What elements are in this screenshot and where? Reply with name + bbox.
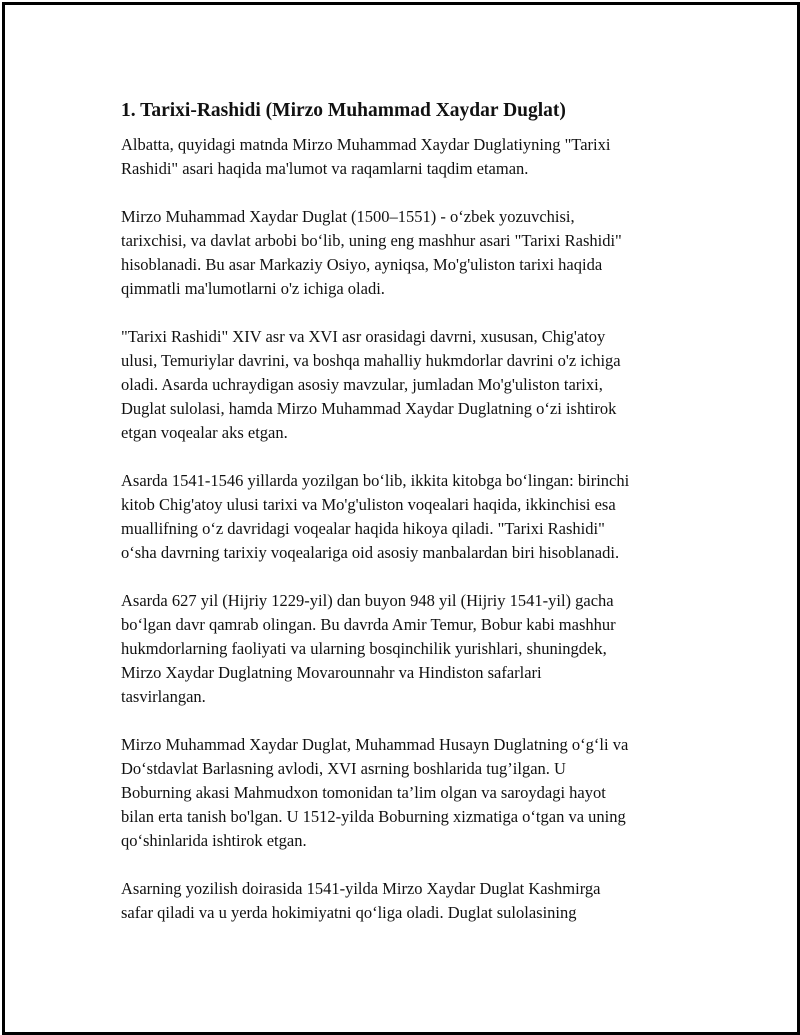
text-line: bo‘lgan davr qamrab olingan. Bu davrda Amir Temur, Bobur kabi mashhur bbox=[121, 615, 616, 634]
text-line: qo‘shinlarida ishtirok etgan. bbox=[121, 831, 307, 850]
text-line: Mirzo Xaydar Duglatning Movarounnahr va Hindiston safarlari bbox=[121, 663, 542, 682]
text-line: Rashidi" asari haqida ma'lumot va raqamlarni taqdim etaman. bbox=[121, 159, 529, 178]
paragraph-intro bbox=[121, 133, 701, 181]
text-line: tasvirlangan. bbox=[121, 687, 206, 706]
text-line: Mirzo Muhammad Xaydar Duglat (1500–1551) - o‘zbek yozuvchisi, bbox=[121, 207, 575, 226]
paragraph-author bbox=[121, 205, 701, 301]
text-line: ulusi, Temuriylar davrini, va boshqa mahalliy hukmdorlar davrini o'z ichiga bbox=[121, 351, 621, 370]
text-line: Mirzo Muhammad Xaydar Duglat, Muhammad Husayn Duglatning o‘g‘li va bbox=[121, 735, 629, 754]
paragraph-scope bbox=[121, 325, 701, 445]
text-line: bilan erta tanish bo'lgan. U 1512-yilda Boburning xizmatiga o‘tgan va uning bbox=[121, 807, 626, 826]
text-line: kitob Chig'atoy ulusi tarixi va Mo'g'uliston voqealari haqida, ikkinchisi esa bbox=[121, 495, 616, 514]
text-line: Albatta, quyidagi matnda Mirzo Muhammad Xaydar Duglatiyning "Tarixi bbox=[121, 135, 611, 154]
paragraph-period bbox=[121, 589, 701, 709]
text-line: Asarda 1541-1546 yillarda yozilgan bo‘lib, ikkita kitobga bo‘lingan: birinchi bbox=[121, 471, 630, 490]
text-line: hisoblanadi. Bu asar Markaziy Osiyo, ayniqsa, Mo'g'uliston tarixi haqida bbox=[121, 255, 603, 274]
text-line: Asarda 627 yil (Hijriy 1229-yil) dan buyon 948 yil (Hijriy 1541-yil) gacha bbox=[121, 591, 614, 610]
text-line: Do‘stdavlat Barlasning avlodi, XVI asrning boshlarida tug’ilgan. U bbox=[121, 759, 566, 778]
paragraph-kashmir bbox=[121, 877, 701, 925]
text-line: safar qiladi va u yerda hokimiyatni qo‘liga oladi. Duglat sulolasining bbox=[121, 903, 577, 922]
text-line: muallifning o‘z davridagi voqealar haqida hikoya qiladi. "Tarixi Rashidi" bbox=[121, 519, 605, 538]
text-line: qimmatli ma'lumotlarni o'z ichiga oladi. bbox=[121, 279, 385, 298]
document-body bbox=[121, 99, 701, 949]
paragraph-structure bbox=[121, 469, 701, 565]
text-line: "Tarixi Rashidi" XIV asr va XVI asr orasidagi davrni, xususan, Chig'atoy bbox=[121, 327, 606, 346]
text-line: hukmdorlarning faoliyati va ularning bosqinchilik yurishlari, shuningdek, bbox=[121, 639, 607, 658]
text-line: Duglat sulolasi, hamda Mirzo Muhammad Xaydar Duglatning o‘zi ishtirok bbox=[121, 399, 617, 418]
paragraph-biography bbox=[121, 733, 701, 853]
text-line: Asarning yozilish doirasida 1541-yilda Mirzo Xaydar Duglat Kashmirga bbox=[121, 879, 601, 898]
text-line: Boburning akasi Mahmudxon tomonidan ta’lim olgan va saroydagi hayot bbox=[121, 783, 606, 802]
document-page bbox=[2, 2, 800, 1035]
text-line: etgan voqealar aks etgan. bbox=[121, 423, 288, 442]
text-line: tarixchisi, va davlat arbobi bo‘lib, uning eng mashhur asari "Tarixi Rashidi" bbox=[121, 231, 622, 250]
text-line: oladi. Asarda uchraydigan asosiy mavzular, jumladan Mo'g'uliston tarixi, bbox=[121, 375, 603, 394]
text-line: o‘sha davrning tarixiy voqealariga oid asosiy manbalardan biri hisoblanadi. bbox=[121, 543, 620, 562]
document-title: 1. Tarixi-Rashidi (Mirzo Muhammad Xaydar Duglat) bbox=[121, 100, 566, 121]
